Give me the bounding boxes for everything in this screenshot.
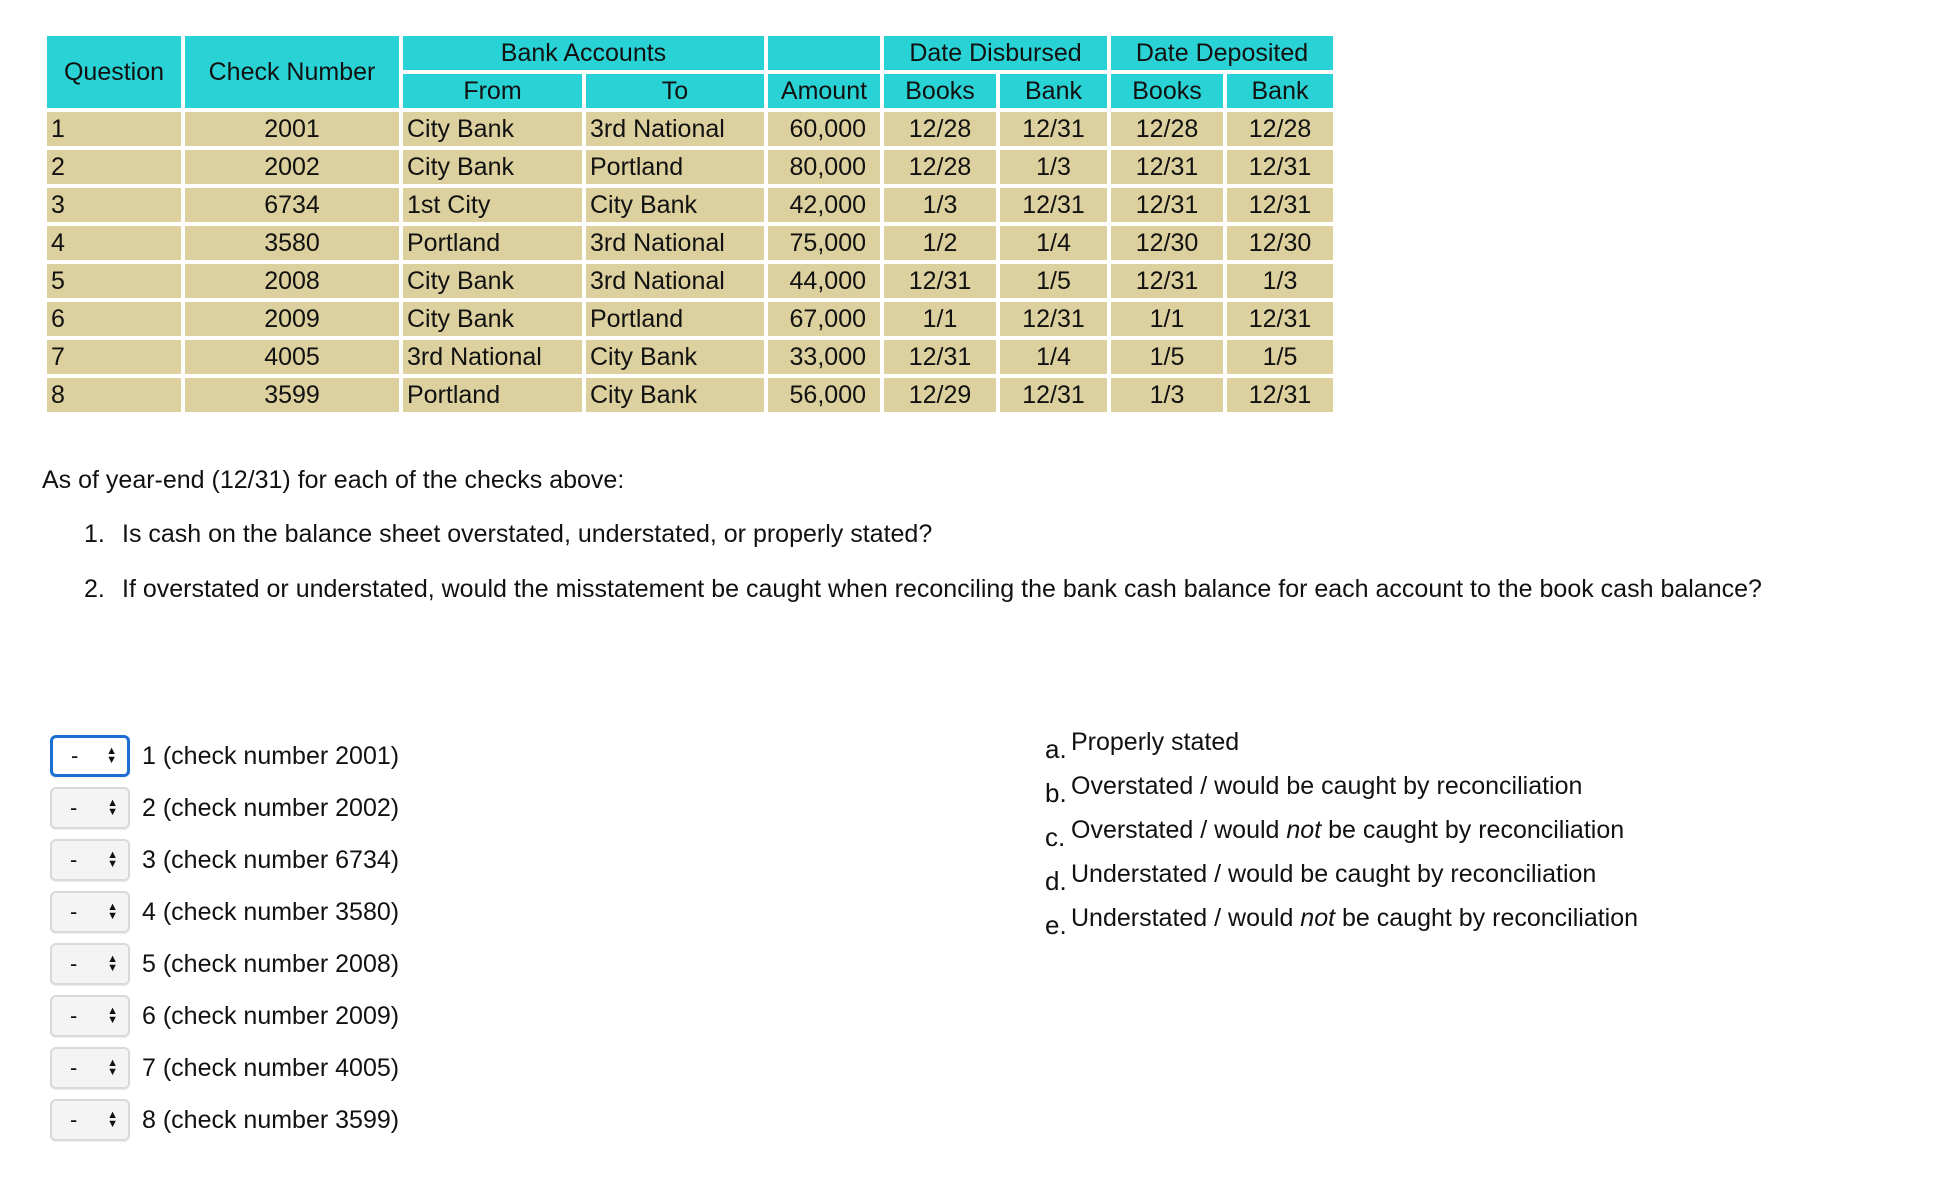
cell-check-number: 3580 bbox=[185, 226, 399, 260]
cell-from: City Bank bbox=[403, 302, 582, 336]
cell-deposited-books: 12/31 bbox=[1111, 150, 1223, 184]
header-disbursed-bank: Bank bbox=[1000, 74, 1107, 108]
cell-from: City Bank bbox=[403, 150, 582, 184]
option-text-pre: Properly stated bbox=[1071, 728, 1240, 756]
cell-deposited-bank: 1/5 bbox=[1227, 340, 1333, 374]
table-row bbox=[47, 112, 1333, 146]
dropdown-row bbox=[50, 730, 399, 782]
option-text bbox=[1071, 728, 1239, 757]
cell-question: 7 bbox=[47, 340, 181, 374]
cell-disbursed-bank: 12/31 bbox=[1000, 112, 1107, 146]
cell-disbursed-bank: 1/3 bbox=[1000, 150, 1107, 184]
select-value: - bbox=[70, 847, 78, 872]
answer-select-7[interactable] bbox=[50, 1047, 130, 1089]
header-check-number: Check Number bbox=[185, 36, 399, 108]
cell-deposited-books: 12/31 bbox=[1111, 264, 1223, 298]
cell-disbursed-bank: 12/31 bbox=[1000, 378, 1107, 412]
cell-amount: 44,000 bbox=[768, 264, 880, 298]
option-text-pre: Understated / would bbox=[1071, 904, 1301, 932]
cell-from: Portland bbox=[403, 378, 582, 412]
cell-disbursed-books: 12/28 bbox=[884, 150, 996, 184]
select-value: - bbox=[70, 1107, 78, 1132]
cell-deposited-books: 1/5 bbox=[1111, 340, 1223, 374]
option-text-pre: Overstated / would bbox=[1071, 816, 1287, 844]
select-arrows-icon: ▲ ▼ bbox=[107, 1109, 118, 1130]
cell-disbursed-bank: 1/4 bbox=[1000, 226, 1107, 260]
option-text-emphasis: not bbox=[1300, 904, 1336, 932]
cell-disbursed-books: 12/31 bbox=[884, 340, 996, 374]
cell-from: 3rd National bbox=[403, 340, 582, 374]
select-arrows-icon: ▲ ▼ bbox=[107, 1005, 118, 1026]
cell-deposited-bank: 12/30 bbox=[1227, 226, 1333, 260]
option-letter: c. bbox=[1045, 822, 1066, 852]
cell-to: City Bank bbox=[586, 378, 764, 412]
table-row bbox=[47, 264, 1333, 298]
cell-question: 6 bbox=[47, 302, 181, 336]
cell-to: Portland bbox=[586, 302, 764, 336]
cell-amount: 60,000 bbox=[768, 112, 880, 146]
cell-question: 1 bbox=[47, 112, 181, 146]
select-arrows-icon: ▲ ▼ bbox=[107, 849, 118, 870]
cell-deposited-books: 1/1 bbox=[1111, 302, 1223, 336]
cell-question: 5 bbox=[47, 264, 181, 298]
option-text-pre: Overstated / would be caught by reconciliation bbox=[1071, 772, 1583, 800]
cell-from: 1st City bbox=[403, 188, 582, 222]
header-row-1 bbox=[47, 36, 1333, 70]
header-disbursed-books: Books bbox=[884, 74, 996, 108]
dropdown-row bbox=[50, 1094, 399, 1146]
cell-disbursed-books: 1/1 bbox=[884, 302, 996, 336]
dropdown-label: 8 (check number 3599) bbox=[142, 1105, 400, 1134]
dropdown-row bbox=[50, 782, 399, 834]
dropdown-label: 2 (check number 2002) bbox=[142, 793, 400, 822]
answer-dropdowns bbox=[50, 730, 399, 1146]
cell-amount: 33,000 bbox=[768, 340, 880, 374]
dropdown-row bbox=[50, 886, 399, 938]
cell-question: 4 bbox=[47, 226, 181, 260]
cell-disbursed-books: 12/28 bbox=[884, 112, 996, 146]
answer-select-2[interactable] bbox=[50, 787, 130, 829]
cell-check-number: 6734 bbox=[185, 188, 399, 222]
dropdown-label: 7 (check number 4005) bbox=[142, 1053, 400, 1082]
dropdown-label: 6 (check number 2009) bbox=[142, 1001, 400, 1030]
cell-amount: 56,000 bbox=[768, 378, 880, 412]
answer-select-8[interactable] bbox=[50, 1099, 130, 1141]
option-letter: b. bbox=[1045, 778, 1067, 808]
table-row bbox=[47, 302, 1333, 336]
answer-select-1[interactable] bbox=[50, 735, 130, 777]
header-deposited-bank: Bank bbox=[1227, 74, 1333, 108]
question-list bbox=[84, 520, 1762, 630]
table-row bbox=[47, 378, 1333, 412]
cell-question: 3 bbox=[47, 188, 181, 222]
cell-question: 8 bbox=[47, 378, 181, 412]
question-text: If overstated or understated, would the misstatement be caught when reconciling the bank cash balance for each account to the book cash balance? bbox=[122, 575, 1762, 603]
header-to: To bbox=[586, 74, 764, 108]
cell-from: City Bank bbox=[403, 264, 582, 298]
checks-table bbox=[43, 32, 1337, 416]
option-text bbox=[1071, 772, 1582, 801]
cell-to: 3rd National bbox=[586, 264, 764, 298]
cell-deposited-bank: 12/28 bbox=[1227, 112, 1333, 146]
option-item bbox=[1045, 772, 1638, 816]
cell-deposited-books: 12/30 bbox=[1111, 226, 1223, 260]
cell-deposited-bank: 12/31 bbox=[1227, 150, 1333, 184]
header-deposited-books: Books bbox=[1111, 74, 1223, 108]
cell-disbursed-bank: 1/5 bbox=[1000, 264, 1107, 298]
table-row bbox=[47, 340, 1333, 374]
header-bank-accounts: Bank Accounts bbox=[403, 36, 764, 70]
cell-from: Portland bbox=[403, 226, 582, 260]
table-row bbox=[47, 188, 1333, 222]
answer-select-4[interactable] bbox=[50, 891, 130, 933]
cell-check-number: 2008 bbox=[185, 264, 399, 298]
dropdown-row bbox=[50, 834, 399, 886]
dropdown-label: 4 (check number 3580) bbox=[142, 897, 400, 926]
select-arrows-icon: ▲ ▼ bbox=[106, 745, 117, 766]
question-item bbox=[84, 575, 1762, 604]
cell-check-number: 4005 bbox=[185, 340, 399, 374]
cell-to: 3rd National bbox=[586, 112, 764, 146]
dropdown-label: 5 (check number 2008) bbox=[142, 949, 400, 978]
cell-check-number: 2001 bbox=[185, 112, 399, 146]
cell-disbursed-bank: 1/4 bbox=[1000, 340, 1107, 374]
header-date-disbursed: Date Disbursed bbox=[884, 36, 1107, 70]
select-arrows-icon: ▲ ▼ bbox=[107, 797, 118, 818]
cell-amount: 80,000 bbox=[768, 150, 880, 184]
question-text: Is cash on the balance sheet overstated, understated, or properly stated? bbox=[122, 520, 933, 548]
answer-select-6[interactable] bbox=[50, 995, 130, 1037]
dropdown-row bbox=[50, 1042, 399, 1094]
header-question: Question bbox=[47, 36, 181, 108]
cell-check-number: 2002 bbox=[185, 150, 399, 184]
cell-amount: 67,000 bbox=[768, 302, 880, 336]
cell-check-number: 2009 bbox=[185, 302, 399, 336]
cell-deposited-books: 12/28 bbox=[1111, 112, 1223, 146]
cell-deposited-bank: 1/3 bbox=[1227, 264, 1333, 298]
header-date-deposited: Date Deposited bbox=[1111, 36, 1333, 70]
intro-text: As of year-end (12/31) for each of the checks above: bbox=[42, 466, 625, 494]
dropdown-label: 3 (check number 6734) bbox=[142, 845, 400, 874]
cell-disbursed-books: 1/3 bbox=[884, 188, 996, 222]
answer-select-3[interactable] bbox=[50, 839, 130, 881]
cell-question: 2 bbox=[47, 150, 181, 184]
select-arrows-icon: ▲ ▼ bbox=[107, 1057, 118, 1078]
option-item bbox=[1045, 904, 1638, 948]
question-number: 1. bbox=[84, 520, 105, 548]
answer-select-5[interactable] bbox=[50, 943, 130, 985]
cell-disbursed-books: 12/31 bbox=[884, 264, 996, 298]
header-amount: Amount bbox=[768, 74, 880, 108]
option-text-post: be caught by reconciliation bbox=[1335, 904, 1639, 932]
option-text bbox=[1071, 860, 1596, 889]
select-value: - bbox=[70, 899, 78, 924]
cell-to: City Bank bbox=[586, 188, 764, 222]
cell-check-number: 3599 bbox=[185, 378, 399, 412]
cell-amount: 42,000 bbox=[768, 188, 880, 222]
option-item bbox=[1045, 816, 1638, 860]
question-number: 2. bbox=[84, 575, 105, 603]
cell-to: 3rd National bbox=[586, 226, 764, 260]
option-text-pre: Understated / would be caught by reconciliation bbox=[1071, 860, 1597, 888]
cell-from: City Bank bbox=[403, 112, 582, 146]
question-item bbox=[84, 520, 1762, 549]
select-value: - bbox=[70, 951, 78, 976]
option-text-post: be caught by reconciliation bbox=[1321, 816, 1625, 844]
cell-to: Portland bbox=[586, 150, 764, 184]
option-text bbox=[1071, 904, 1638, 933]
header-from: From bbox=[403, 74, 582, 108]
cell-deposited-bank: 12/31 bbox=[1227, 302, 1333, 336]
cell-disbursed-bank: 12/31 bbox=[1000, 188, 1107, 222]
header-amount-top bbox=[768, 36, 880, 70]
cell-to: City Bank bbox=[586, 340, 764, 374]
option-letter: e. bbox=[1045, 910, 1067, 940]
table-row bbox=[47, 150, 1333, 184]
select-value: - bbox=[70, 1003, 78, 1028]
select-value: - bbox=[70, 795, 78, 820]
table-row bbox=[47, 226, 1333, 260]
option-letter: d. bbox=[1045, 866, 1067, 896]
cell-deposited-bank: 12/31 bbox=[1227, 378, 1333, 412]
select-value: - bbox=[70, 1055, 78, 1080]
select-arrows-icon: ▲ ▼ bbox=[107, 953, 118, 974]
select-arrows-icon: ▲ ▼ bbox=[107, 901, 118, 922]
dropdown-row bbox=[50, 938, 399, 990]
cell-disbursed-books: 1/2 bbox=[884, 226, 996, 260]
cell-deposited-bank: 12/31 bbox=[1227, 188, 1333, 222]
dropdown-label: 1 (check number 2001) bbox=[142, 741, 400, 770]
option-text-emphasis: not bbox=[1286, 816, 1322, 844]
cell-disbursed-bank: 12/31 bbox=[1000, 302, 1107, 336]
cell-disbursed-books: 12/29 bbox=[884, 378, 996, 412]
cell-deposited-books: 1/3 bbox=[1111, 378, 1223, 412]
cell-deposited-books: 12/31 bbox=[1111, 188, 1223, 222]
cell-amount: 75,000 bbox=[768, 226, 880, 260]
option-text bbox=[1071, 816, 1624, 845]
select-value: - bbox=[71, 743, 79, 768]
answer-options bbox=[1045, 728, 1638, 948]
option-item bbox=[1045, 728, 1638, 772]
option-item bbox=[1045, 860, 1638, 904]
dropdown-row bbox=[50, 990, 399, 1042]
option-letter: a. bbox=[1045, 734, 1067, 764]
